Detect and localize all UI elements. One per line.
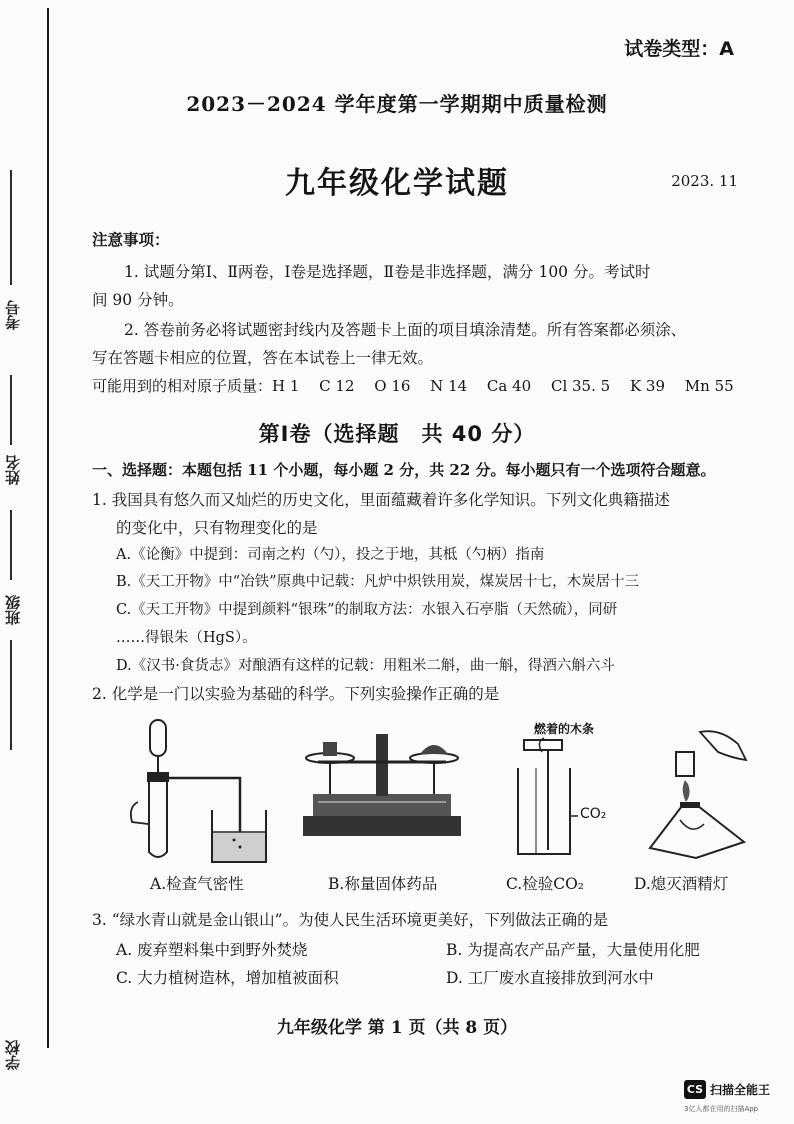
- paper-type: 试卷类型：A: [624, 38, 734, 60]
- margin-blank-class: [10, 510, 12, 580]
- q1-stem-cont: 的变化中，只有物理变化的是: [116, 519, 318, 537]
- margin-label-exam-no: 考号: [4, 300, 22, 330]
- q1-option-d: D.《汉书·食货志》对酿酒有这样的记载：用粗米二斛，曲一斛，得酒六斛六斗: [116, 658, 615, 674]
- figure-co2-test: [508, 738, 588, 858]
- margin-label-school: 学校: [4, 1040, 22, 1070]
- atomic-masses: 可能用到的相对原子质量：H 1 C 12 O 16 N 14 Ca 40 Cl 35. 5 K 39 Mn 55: [92, 377, 734, 395]
- scanner-tagline: 3亿人都在用的扫描App: [684, 1105, 759, 1113]
- notice-item-2-cont: 写在答题卡相应的位置，答在本试卷上一律无效。: [92, 349, 434, 367]
- page-title: 九年级化学试题: [285, 166, 509, 201]
- q1-option-b: B.《天工开物》中“冶铁”原典中记载：凡炉中炽铁用炭，煤炭居十七，木炭居十三: [116, 574, 640, 590]
- q3-option-b: B. 为提高农产品产量，大量使用化肥: [446, 941, 700, 959]
- scanner-watermark: [684, 1080, 770, 1099]
- caption-b: B.称量固体药品: [328, 875, 438, 893]
- figure-balance: [298, 728, 466, 840]
- caption-d: D.熄灭酒精灯: [634, 875, 729, 893]
- margin-label-name: 姓名: [4, 455, 22, 485]
- q1-option-c-cont: ……得银朱（HgS）。: [116, 630, 257, 646]
- figure-alcohol-lamp: [640, 724, 750, 862]
- notice-item-1: 1. 试题分第Ⅰ、Ⅱ两卷，Ⅰ卷是选择题，Ⅱ卷是非选择题，满分 100 分。考试时: [124, 263, 651, 281]
- q3-option-c: C. 大力植树造林，增加植被面积: [116, 969, 339, 987]
- q1-option-a: A.《论衡》中提到：司南之杓（勺），投之于地，其柢（勺柄）指南: [116, 547, 545, 563]
- q3-option-a: A. 废弃塑料集中到野外焚烧: [116, 941, 308, 959]
- section-instructions: 一、选择题：本题包括 11 个小题，每小题 2 分，共 22 分。每小题只有一个选项符合题意。: [92, 461, 716, 479]
- cs-logo-icon: CS: [684, 1080, 706, 1099]
- notice-item-2: 2. 答卷前务必将试题密封线内及答题卡上面的项目填涂清楚。所有答案都必须涂、: [124, 321, 687, 339]
- scanner-name: 扫描全能王: [710, 1083, 771, 1097]
- margin-blank-school: [10, 640, 12, 750]
- caption-c: C.检验CO₂: [506, 875, 585, 893]
- notice-item-1-cont: 间 90 分钟。: [92, 291, 184, 309]
- q1-stem: 1. 我国具有悠久而又灿烂的历史文化，里面蕴藏着许多化学知识。下列文化典籍描述: [92, 491, 670, 509]
- exam-date: 2023. 11: [671, 172, 738, 190]
- section-title: 第Ⅰ卷（选择题 共 40 分）: [258, 422, 536, 446]
- q2-stem: 2. 化学是一门以实验为基础的科学。下列实验操作正确的是: [92, 685, 500, 703]
- label-co2: CO₂: [580, 806, 607, 822]
- figure-airtight-check: [120, 712, 270, 862]
- label-burning-stick: 燃着的木条: [534, 722, 595, 736]
- margin-label-class: 班级: [4, 595, 22, 625]
- notice-heading: 注意事项：: [92, 230, 170, 249]
- exam-title: 2023－2024 学年度第一学期期中质量检测: [186, 92, 608, 116]
- q1-option-c: C.《天工开物》中提到颜料“银珠”的制取方法：水银入石亭脂（天然硫），同研: [116, 602, 618, 618]
- caption-a: A.检查气密性: [150, 875, 244, 893]
- q3-stem: 3. “绿水青山就是金山银山”。为使人民生活环境更美好，下列做法正确的是: [92, 911, 609, 929]
- q3-option-d: D. 工厂废水直接排放到河水中: [446, 969, 654, 987]
- page-footer: 九年级化学 第 1 页（共 8 页）: [276, 1018, 518, 1038]
